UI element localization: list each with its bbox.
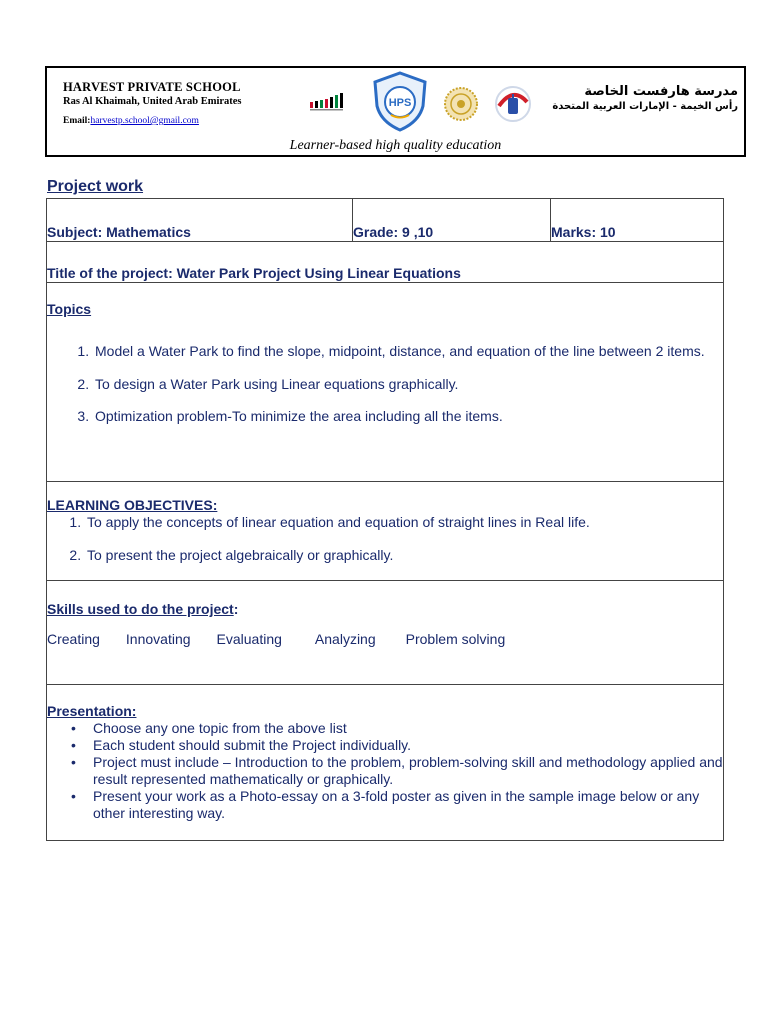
marks-cell <box>551 199 724 242</box>
title-row <box>47 242 724 283</box>
objective-item: 2. To present the project algebraically or graphically. <box>85 547 723 564</box>
presentation-list <box>47 720 723 822</box>
school-tagline: Learner-based high quality education <box>289 138 502 153</box>
objectives-heading: LEARNING OBJECTIVES: <box>47 497 218 513</box>
skills-heading-colon: : <box>233 601 239 617</box>
arabic-school-name: مدرسة هارفست الخاصة <box>584 84 738 99</box>
objective-item: 1. To apply the concepts of linear equation and equation of straight lines in Real life. <box>85 514 723 531</box>
skills-heading: Skills used to do the project <box>47 601 234 617</box>
skills-list <box>47 631 723 647</box>
blue-red-circle-logo <box>493 84 533 124</box>
marks-text: Marks: 10 <box>551 224 616 240</box>
skills-row <box>47 581 724 685</box>
school-name: HARVEST PRIVATE SCHOOL <box>63 80 241 94</box>
presentation-item: • Choose any one topic from the above list <box>93 720 723 737</box>
skill-item: Evaluating <box>216 631 282 647</box>
topic-item: 1. Model a Water Park to find the slope, midpoint, distance, and equation of the line between 2 items. <box>93 343 723 360</box>
presentation-cell <box>47 685 724 841</box>
presentation-item: • Present your work as a Photo-essay on a 3-fold poster as given in the sample image below or any other interesting way. <box>93 788 723 822</box>
school-arabic-block <box>552 84 738 112</box>
skill-item: Analyzing <box>314 631 376 647</box>
objectives-row <box>47 482 724 581</box>
school-header <box>45 66 746 157</box>
topics-cell <box>47 283 724 482</box>
grade-cell <box>353 199 551 242</box>
email-link[interactable]: harvestp.school@gmail.com <box>90 116 199 126</box>
school-english-block <box>63 80 242 107</box>
email-label: Email: <box>63 116 91 126</box>
objectives-cell <box>47 482 724 581</box>
presentation-item: • Project must include – Introduction to the problem, problem-solving skill and methodology applied and result represented mathematically or graphically. <box>93 754 723 788</box>
skills-heading-line <box>47 601 723 617</box>
skill-item: Creating <box>47 631 100 647</box>
gold-seal-logo <box>443 86 479 122</box>
skill-item: Problem solving <box>405 631 506 647</box>
project-title-text: Title of the project: Water Park Project Using Linear Equations <box>47 265 461 281</box>
topics-row <box>47 283 724 482</box>
topics-heading: Topics <box>47 301 92 317</box>
topic-item: 3. Optimization problem-To minimize the area including all the items. <box>93 408 723 425</box>
school-email-line <box>63 116 199 126</box>
presentation-item: • Each student should submit the Project individually. <box>93 737 723 754</box>
school-location: Ras Al Khaimah, United Arab Emirates <box>63 96 242 107</box>
skill-item: Innovating <box>125 631 191 647</box>
presentation-row <box>47 685 724 841</box>
subject-cell <box>47 199 353 242</box>
topics-list <box>47 343 723 425</box>
title-cell <box>47 242 724 283</box>
grade-text: Grade: 9 ,10 <box>353 224 434 240</box>
page-title: Project work <box>47 178 144 195</box>
hps-shield-logo <box>369 70 431 132</box>
info-row <box>47 199 724 242</box>
subject-text: Subject: Mathematics <box>47 224 191 240</box>
logo-text: HPS <box>388 97 412 109</box>
project-table <box>46 198 724 841</box>
uae-year-logo <box>309 92 345 112</box>
skills-cell <box>47 581 724 685</box>
topic-item: 2. To design a Water Park using Linear equations graphically. <box>93 376 723 393</box>
objectives-list <box>47 514 723 564</box>
arabic-school-location: رأس الخيمة - الإمارات العربية المتحدة <box>552 101 738 112</box>
presentation-heading: Presentation: <box>47 703 137 719</box>
